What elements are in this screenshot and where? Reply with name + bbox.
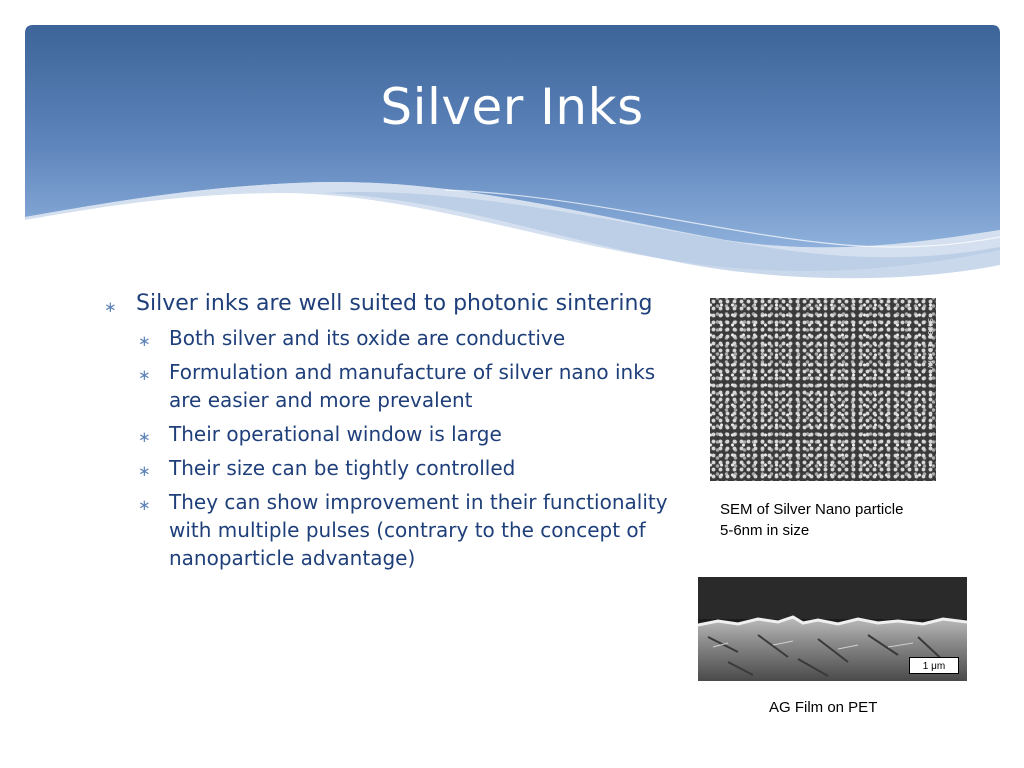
sem-caption — [720, 499, 960, 541]
scale-bar-label: 1 μm — [909, 657, 959, 674]
film-caption: AG Film on PET — [769, 699, 878, 716]
sub-bullet-item — [104, 488, 674, 572]
bullet-text: They can show improvement in their functionality with multiple pulses (contrary to the concept of nanoparticle advantage) — [169, 490, 668, 570]
sem-nanoparticle-image — [710, 298, 936, 481]
bullet-text: Silver inks are well suited to photonic sintering — [136, 291, 653, 316]
sem-caption-line1: SEM of Silver Nano particle — [720, 501, 904, 518]
bullet-text: Formulation and manufacture of silver nano inks are easier and more prevalent — [169, 360, 656, 412]
asterisk-bullet-icon: ∗ — [138, 366, 151, 384]
asterisk-bullet-icon: ∗ — [138, 462, 151, 480]
bullet-text: Both silver and its oxide are conductive — [169, 326, 566, 350]
sub-bullet-item — [104, 454, 674, 482]
asterisk-bullet-icon: ∗ — [138, 332, 151, 350]
ag-film-image — [698, 577, 967, 681]
sem-scale-text: S4800 10.0kV — [926, 318, 934, 369]
asterisk-bullet-icon: ∗ — [138, 496, 151, 514]
bullet-text: Their operational window is large — [169, 422, 502, 446]
asterisk-bullet-icon: ∗ — [138, 428, 151, 446]
sub-bullet-item — [104, 324, 674, 352]
sub-bullet-item — [104, 420, 674, 448]
sem-caption-line2: 5-6nm in size — [720, 522, 810, 539]
asterisk-bullet-icon: ∗ — [104, 298, 117, 316]
slide-title: Silver Inks — [380, 78, 644, 136]
sub-bullet-item — [104, 358, 674, 414]
bullet-item — [104, 290, 674, 318]
bullet-list — [104, 290, 674, 578]
title-banner — [25, 25, 1000, 285]
bullet-text: Their size can be tightly controlled — [169, 456, 516, 480]
